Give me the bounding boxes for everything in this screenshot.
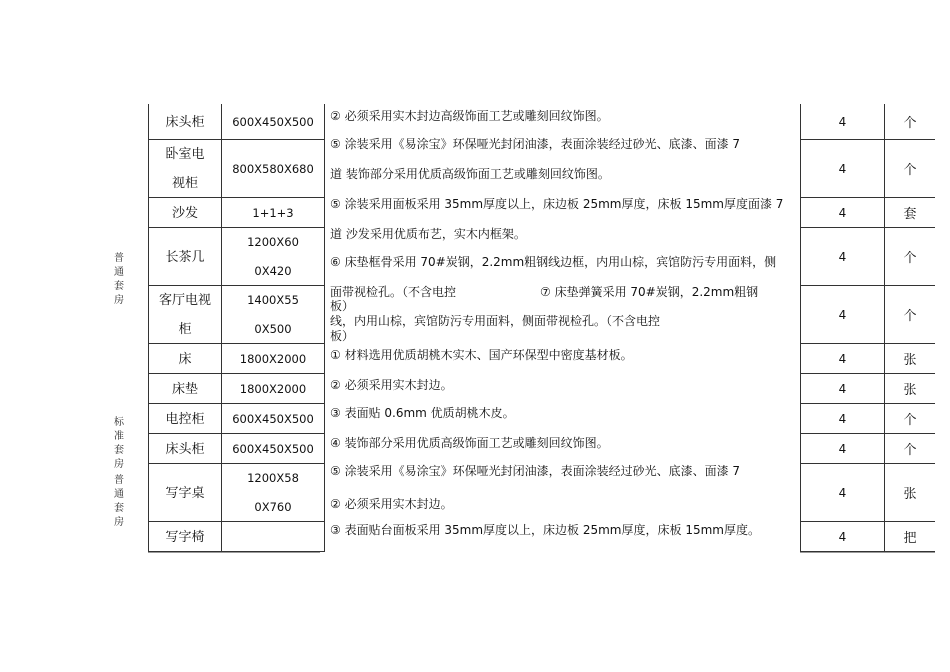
item-name: 床: [148, 344, 222, 374]
item-size: 1800X2000: [222, 374, 325, 404]
description-line: ③ 表面贴 0.6mm 优质胡桃木皮。: [330, 406, 515, 420]
side-label-group2a: 标准套房: [114, 417, 124, 470]
table-row: [800, 374, 935, 404]
item-size: 1200X600X420: [222, 228, 325, 286]
description-line: ② 必须采用实木封边。: [330, 497, 453, 511]
table-bottom-rule: [148, 552, 320, 553]
description-line: 板）: [330, 299, 355, 313]
description-line: ⑥ 床垫框骨采用 70#炭钢，2.2mm粗钢线边框，内用山棕，宾馆防污专用面料，侧: [330, 255, 777, 269]
description-line: ⑤ 涂装采用《易涂宝》环保哑光封闭油漆，表面涂装经过砂光、底漆、面漆 7: [330, 137, 741, 151]
table-row: [148, 522, 325, 552]
item-name: 卧室电视柜: [148, 140, 222, 198]
side-label-group2b: 普通套房: [114, 475, 124, 528]
item-size: 1400X550X500: [222, 286, 325, 344]
item-unit: 个: [903, 309, 917, 324]
description-line: ④ 装饰部分采用优质高级饰面工艺或雕刻回纹饰图。: [330, 436, 609, 450]
table-row: [148, 198, 325, 228]
item-unit: 套: [903, 207, 917, 222]
item-name: 床头柜: [148, 104, 222, 140]
side-label-group1: 普通套房: [114, 253, 124, 306]
item-unit: 张: [903, 487, 917, 502]
item-size: 600X450X500: [222, 104, 325, 140]
description-line: ② 必须采用实木封边。: [330, 378, 453, 392]
item-qty: 4: [800, 228, 885, 285]
item-size: 600X450X500: [222, 434, 325, 464]
item-name: 长茶几: [148, 228, 222, 286]
table-row: [148, 286, 325, 344]
table-row: [148, 344, 325, 374]
description-line: 道 装饰部分采用优质高级饰面工艺或雕刻回纹饰图。: [330, 167, 610, 181]
description-line: 线，内用山棕，宾馆防污专用面料，侧面带视检孔。（不含电控: [330, 314, 661, 328]
description-line: ⑤ 涂装采用面板采用 35mm厚度以上，床边板 25mm厚度，床板 15mm厚度面漆 7: [330, 197, 784, 211]
item-unit: 个: [903, 163, 917, 178]
table-row: [148, 434, 325, 464]
item-qty: 4: [800, 198, 885, 227]
item-name: 床垫: [148, 374, 222, 404]
item-unit: 个: [903, 251, 917, 266]
table-row: [800, 434, 935, 464]
item-qty: 4: [800, 286, 885, 343]
item-unit: 张: [903, 383, 917, 398]
item-size: [222, 522, 325, 552]
description-line: ② 必须采用实木封边高级饰面工艺或雕刻回纹饰图。: [330, 109, 609, 123]
item-name: 沙发: [148, 198, 222, 228]
table-row: [800, 140, 935, 198]
item-size: 1+1+3: [222, 198, 325, 228]
item-name: 写字椅: [148, 522, 222, 552]
item-name: 写字桌: [148, 464, 222, 522]
table-row: [800, 286, 935, 344]
item-size: 800X580X680: [222, 140, 325, 198]
table-row: [148, 464, 325, 522]
table-row: [800, 464, 935, 522]
item-unit: 个: [903, 413, 917, 428]
item-qty: 4: [800, 404, 885, 433]
description-line: 面带视检孔。（不含电控 ⑦ 床垫弹簧采用 70#炭钢，2.2mm粗钢: [330, 285, 759, 299]
item-unit: 个: [903, 116, 917, 131]
item-qty: 4: [800, 434, 885, 463]
item-qty: 4: [800, 522, 885, 551]
table-row: [800, 228, 935, 286]
table-row: [800, 344, 935, 374]
table-row: [800, 198, 935, 228]
item-qty: 4: [800, 344, 885, 373]
table-row: [148, 404, 325, 434]
description-line: ③ 表面贴台面板采用 35mm厚度以上，床边板 25mm厚度，床板 15mm厚度。: [330, 523, 760, 537]
table-bottom-rule: [800, 552, 935, 553]
item-unit: 个: [903, 443, 917, 458]
item-name: 电控柜: [148, 404, 222, 434]
table-row: [148, 104, 325, 140]
description-line: 板）: [330, 329, 355, 343]
item-qty: 4: [800, 140, 885, 197]
item-qty: 4: [800, 374, 885, 403]
table-row: [800, 104, 935, 140]
item-size: 1800X2000: [222, 344, 325, 374]
table-row: [800, 522, 935, 552]
table-row: [800, 404, 935, 434]
item-size: 600X450X500: [222, 404, 325, 434]
description-line: ⑤ 涂装采用《易涂宝》环保哑光封闭油漆，表面涂装经过砂光、底漆、面漆 7: [330, 464, 741, 478]
item-size: 1200X580X760: [222, 464, 325, 522]
table-row: [148, 140, 325, 198]
table-row: [148, 374, 325, 404]
item-name: 床头柜: [148, 434, 222, 464]
item-qty: 4: [800, 464, 885, 521]
item-unit: 张: [903, 353, 917, 368]
table-row: [148, 228, 325, 286]
description-line: 道 沙发采用优质布艺，实木内框架。: [330, 227, 526, 241]
item-unit: 把: [903, 531, 917, 546]
item-qty: 4: [800, 104, 885, 139]
description-line: ① 材料选用优质胡桃木实木、国产环保型中密度基材板。: [330, 348, 633, 362]
item-name: 客厅电视柜: [148, 286, 222, 344]
